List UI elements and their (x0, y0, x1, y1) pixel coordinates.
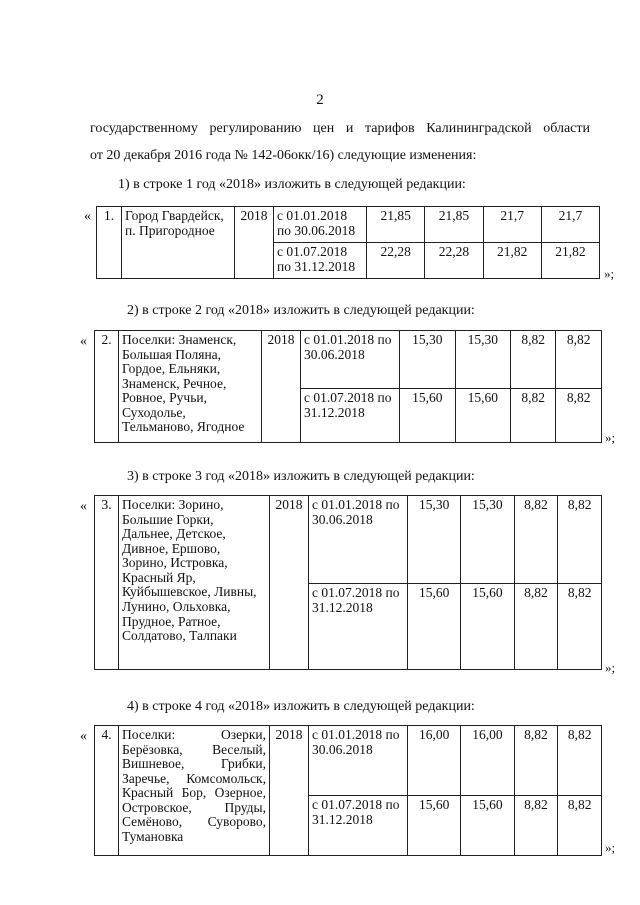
value-cell: 8,82 (556, 331, 602, 389)
period-cell: с 01.07.2018 по 31.12.2018 (309, 584, 408, 670)
year-cell: 2018 (262, 331, 301, 443)
value-cell: 21,85 (367, 207, 425, 243)
location-cell: Город Гвардейск, п. Пригородное (122, 207, 235, 279)
year-cell: 2018 (235, 207, 274, 279)
value-cell: 15,30 (461, 496, 514, 584)
value-cell: 21,82 (541, 243, 599, 279)
section-heading: 2) в строке 2 год «2018» изложить в следующей редакции: (127, 303, 475, 318)
row-number: 2. (95, 331, 119, 443)
period-cell: с 01.01.2018 по 30.06.2018 (274, 207, 367, 243)
tariff-table (94, 495, 602, 670)
section-heading: 1) в строке 1 год «2018» изложить в следующей редакции: (118, 177, 466, 192)
value-cell: 8,82 (514, 726, 558, 796)
value-cell: 16,00 (408, 726, 461, 796)
value-cell: 15,30 (400, 331, 456, 389)
value-cell: 8,82 (511, 389, 556, 443)
value-cell: 15,60 (408, 796, 461, 856)
row-number: 3. (95, 496, 119, 670)
value-cell: 15,60 (461, 584, 514, 670)
value-cell: 8,82 (558, 726, 602, 796)
value-cell: 21,85 (425, 207, 483, 243)
period-cell: с 01.07.2018 по 31.12.2018 (301, 389, 400, 443)
row-number: 4. (95, 726, 119, 856)
value-cell: 15,30 (455, 331, 511, 389)
value-cell: 22,28 (425, 243, 483, 279)
value-cell: 15,60 (408, 584, 461, 670)
value-cell: 8,82 (514, 796, 558, 856)
value-cell: 8,82 (514, 584, 558, 670)
year-cell: 2018 (270, 496, 309, 670)
value-cell: 21,7 (541, 207, 599, 243)
value-cell: 8,82 (514, 496, 558, 584)
period-cell: с 01.07.2018 по 31.12.2018 (309, 796, 408, 856)
period-cell: с 01.01.2018 по 30.06.2018 (309, 726, 408, 796)
tariff-table (96, 206, 600, 279)
location-cell: Поселки: Зорино, Большие Горки, Дальнее, Детское, Дивное, Ершово, Зорино, Истровка, Красный Яр, Куйбышевское, Ливны, Лунино, Ольховка, Прудное, Ратное, Солдатово, Талпаки (119, 496, 270, 670)
intro-line-2: от 20 декабря 2016 года № 142-06окк/16) следующие изменения: (90, 148, 477, 163)
value-cell: 8,82 (511, 331, 556, 389)
value-cell: 15,60 (400, 389, 456, 443)
quote-open: « (80, 334, 87, 349)
value-cell: 15,60 (461, 796, 514, 856)
value-cell: 16,00 (461, 726, 514, 796)
section-heading: 3) в строке 3 год «2018» изложить в следующей редакции: (127, 469, 475, 484)
quote-close: »; (605, 660, 616, 675)
value-cell: 21,82 (483, 243, 541, 279)
value-cell: 15,30 (408, 496, 461, 584)
quote-close: »; (605, 840, 616, 855)
value-cell: 15,60 (455, 389, 511, 443)
value-cell: 22,28 (367, 243, 425, 279)
period-cell: с 01.01.2018 по 30.06.2018 (301, 331, 400, 389)
value-cell: 8,82 (558, 796, 602, 856)
location-cell: Поселки: Знаменск, Большая Поляна, Гордое, Ельняки, Знаменск, Речное, Ровное, Ручьи, Суходолье, Тельманово, Ягодное (119, 331, 262, 443)
location-cell: Поселки: Озерки, Берёзовка, Веселый, Вишневое, Грибки, Заречье, Комсомольск, Красный Бор, Озерное, Островское, Пруды, Семёново, Суворово, Тумановка (119, 726, 270, 856)
period-cell: с 01.01.2018 по 30.06.2018 (309, 496, 408, 584)
quote-close: »; (605, 430, 616, 445)
value-cell: 21,7 (483, 207, 541, 243)
quote-open: « (80, 499, 87, 514)
quote-close: »; (604, 266, 615, 281)
value-cell: 8,82 (558, 584, 602, 670)
year-cell: 2018 (270, 726, 309, 856)
tariff-table (94, 330, 602, 443)
section-heading: 4) в строке 4 год «2018» изложить в следующей редакции: (127, 699, 475, 714)
tariff-table (94, 725, 602, 856)
quote-open: « (84, 209, 91, 224)
page-number: 2 (316, 92, 324, 108)
intro-line-1: государственному регулированию цен и тарифов Калининградской области (90, 121, 590, 136)
quote-open: « (80, 729, 87, 744)
value-cell: 8,82 (558, 496, 602, 584)
period-cell: с 01.07.2018 по 31.12.2018 (274, 243, 367, 279)
row-number: 1. (97, 207, 122, 279)
value-cell: 8,82 (556, 389, 602, 443)
